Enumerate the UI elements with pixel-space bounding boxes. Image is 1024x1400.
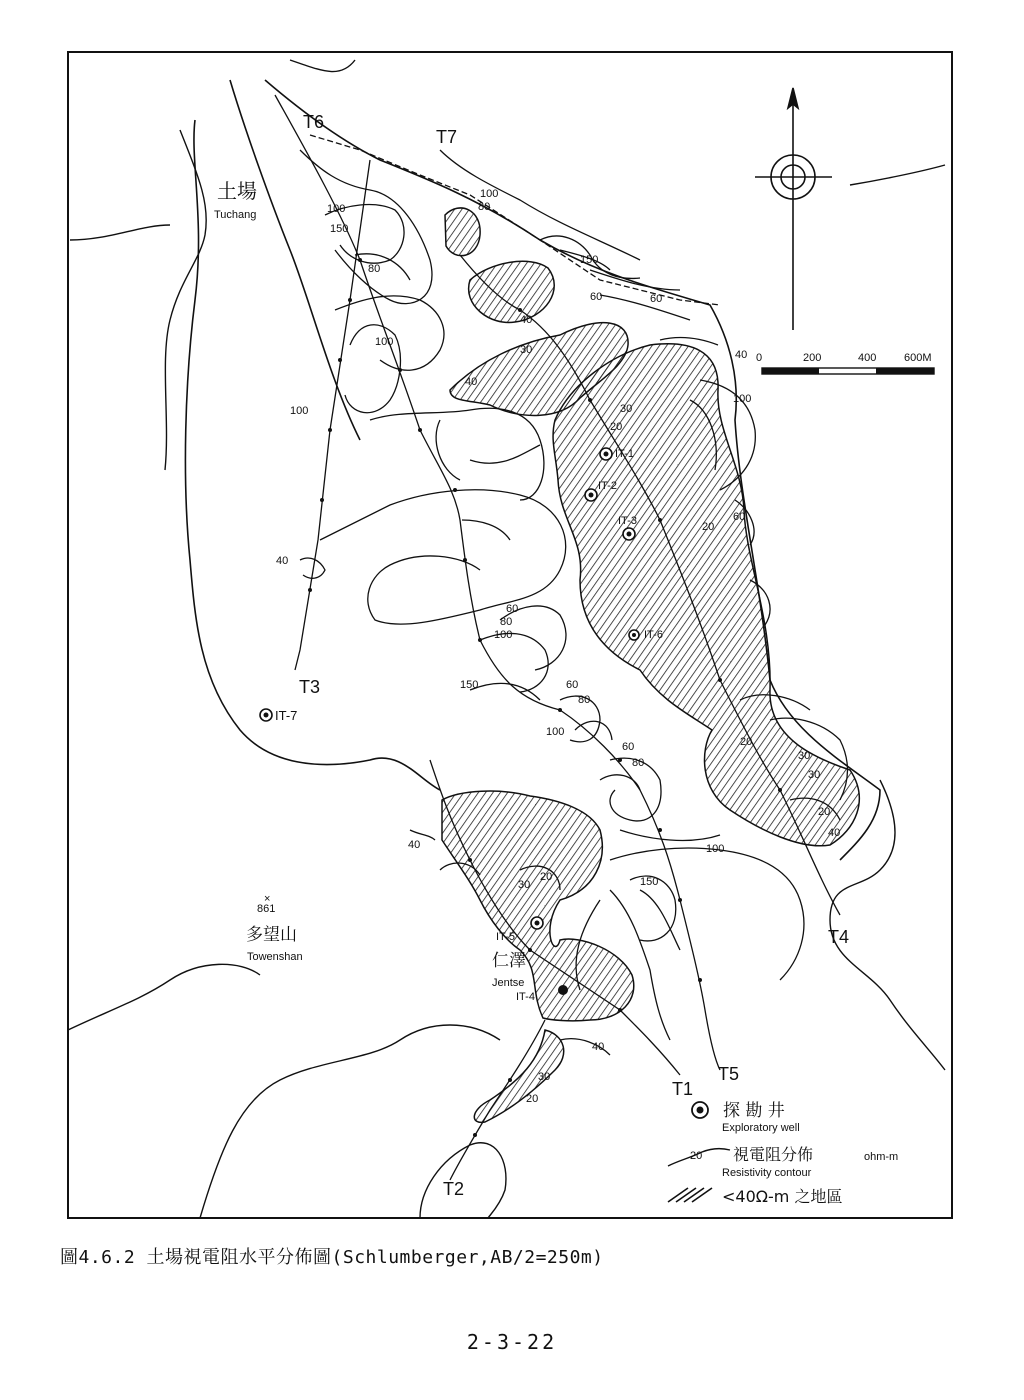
contour-label: 100	[290, 405, 309, 417]
contour-label: 150	[460, 679, 479, 691]
contour-label: 60	[590, 291, 603, 303]
contour-label: 80	[578, 694, 591, 706]
contour-label: 20	[526, 1093, 539, 1105]
contour-label: 100	[546, 726, 565, 738]
profile-label-T3: T3	[299, 677, 321, 697]
legend-well	[692, 1100, 800, 1134]
contour-label: 30	[520, 344, 533, 356]
contour-label: 100	[480, 188, 499, 200]
well-label: IT-5	[496, 931, 515, 943]
contour-label: 30	[538, 1071, 551, 1083]
contour-label: 40	[735, 349, 748, 361]
legend-well-en: Exploratory well	[722, 1122, 800, 1134]
page-number: 2-3-22	[466, 1330, 558, 1354]
scale-tick: 600M	[904, 352, 932, 364]
contour-label: 100	[327, 203, 346, 215]
profile-label-T1: T1	[672, 1079, 694, 1099]
legend-zone-text: <40Ω-m 之地區	[722, 1187, 843, 1206]
contour-label: 20	[540, 871, 553, 883]
contour-label: 40	[465, 376, 478, 388]
contour-label: 30	[798, 750, 811, 762]
contour-label: 20	[740, 736, 753, 748]
contour-label: 40	[276, 555, 289, 567]
legend-contour-cn: 視電阻分佈	[733, 1145, 814, 1164]
legend-contour-sample: 20	[690, 1150, 703, 1162]
well-label: IT-1	[615, 448, 634, 460]
profile-label-T5: T5	[718, 1064, 740, 1084]
well-label: IT-4	[516, 991, 535, 1003]
contour-label: 20	[610, 421, 623, 433]
contour-label: 80	[368, 263, 381, 275]
contour-label: 40	[592, 1041, 605, 1053]
well-label: IT-3	[618, 515, 637, 527]
legend-low-zone	[668, 1187, 842, 1206]
contour-label: 30	[518, 879, 531, 891]
contour-label: 40	[828, 827, 841, 839]
legend-well-cn: 探 勘 井	[723, 1101, 785, 1121]
north-arrow	[755, 88, 832, 330]
resistivity-contours	[300, 150, 848, 1055]
summit-marker: ×	[264, 893, 271, 905]
contour-label: 100	[733, 393, 752, 405]
contour-label: 20	[818, 806, 831, 818]
place-towenshan-cn: 多望山	[246, 925, 297, 945]
well-label: IT-7	[275, 708, 298, 723]
contour-label: 60	[566, 679, 579, 691]
well-IT-1	[600, 448, 634, 460]
well-label: IT-6	[644, 629, 663, 641]
contour-label: 150	[580, 254, 599, 266]
contour-label: 60	[733, 511, 746, 523]
well-label: IT-2	[598, 480, 617, 492]
place-tuchang-en: Tuchang	[214, 209, 257, 221]
contour-label: 60	[650, 293, 663, 305]
contour-label: 40	[520, 314, 533, 326]
contour-label: 150	[640, 876, 659, 888]
legend-contour-unit: ohm-m	[864, 1151, 899, 1163]
legend-contour	[668, 1145, 898, 1179]
contour-label: 30	[808, 769, 821, 781]
profile-label-T4: T4	[828, 927, 850, 947]
scale-tick: 200	[803, 352, 822, 364]
place-jentse-en: Jentse	[492, 977, 525, 989]
contour-label: 80	[478, 201, 491, 213]
well-IT-6	[629, 629, 663, 641]
contour-label: 80	[500, 616, 513, 628]
contour-label: 100	[494, 629, 513, 641]
scale-tick: 400	[858, 352, 877, 364]
contour-label: 150	[330, 223, 349, 235]
contour-label: 30	[620, 403, 633, 415]
scale-bar	[756, 352, 934, 374]
place-jentse-cn: 仁澤	[492, 951, 526, 971]
contour-label: 60	[506, 603, 519, 615]
well-IT-7	[260, 708, 297, 723]
contour-label: 40	[408, 839, 421, 851]
profile-label-T2: T2	[443, 1179, 465, 1199]
place-towenshan-en: Towenshan	[247, 951, 303, 963]
contour-label: 80	[632, 757, 645, 769]
figure-caption: 圖4.6.2 土場視電阻水平分佈圖(Schlumberger,AB/2=250m)	[60, 1247, 604, 1268]
profile-label-T7: T7	[436, 127, 458, 147]
contour-label: 100	[375, 336, 394, 348]
profile-label-T6: T6	[303, 112, 325, 132]
legend-contour-en: Resistivity contour	[722, 1167, 812, 1179]
legend	[668, 1100, 898, 1206]
spot-elevation: 861	[257, 903, 276, 915]
contour-label: 100	[706, 843, 725, 855]
contour-label: 20	[702, 521, 715, 533]
place-tuchang-cn: 土場	[217, 179, 257, 203]
contour-label: 60	[622, 741, 635, 753]
scale-tick: 0	[756, 352, 763, 364]
